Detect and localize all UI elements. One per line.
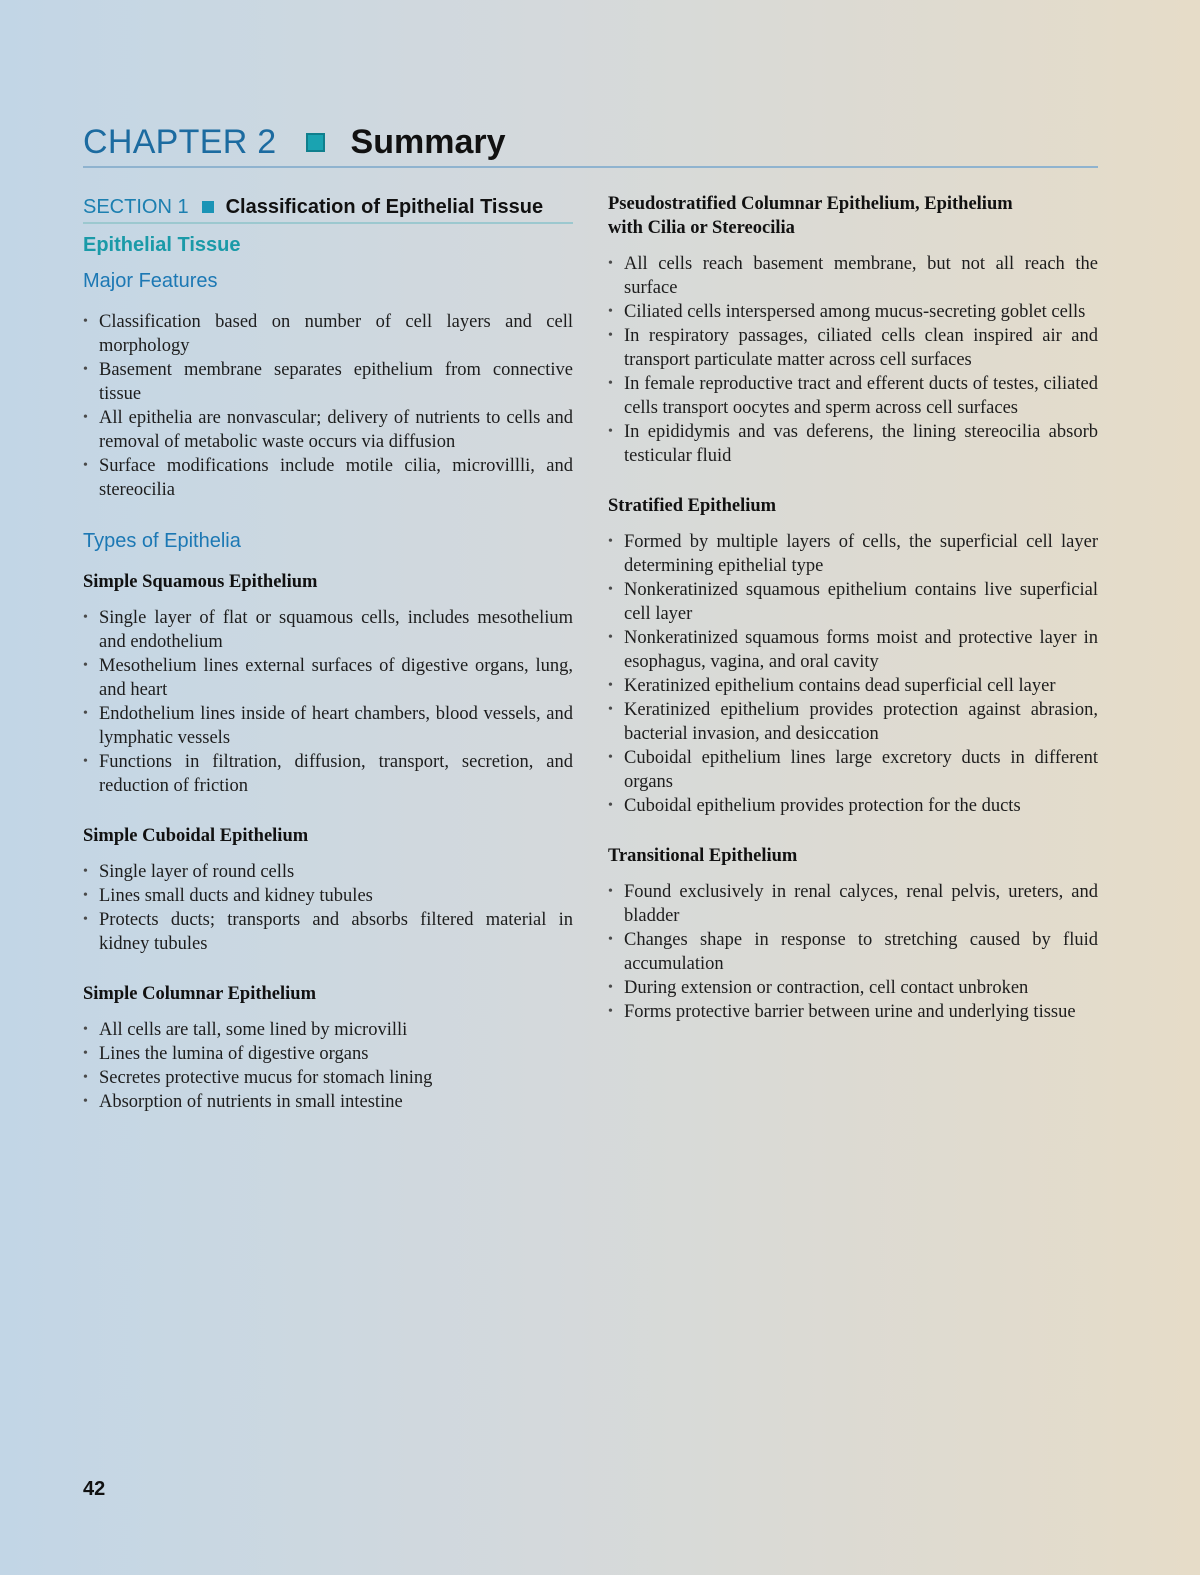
list-item: • Basement membrane separates epithelium from connective tissue (83, 358, 573, 406)
list-item: • Cuboidal epithelium provides protection for the ducts (608, 794, 1098, 818)
page-number: 42 (83, 1478, 106, 1500)
list-item: • Lines the lumina of digestive organs (83, 1042, 573, 1066)
left-column (83, 192, 573, 1114)
pseudostratified-heading-line2: with Cilia or Stereocilia (608, 218, 795, 238)
simple-squamous-heading: Simple Squamous Epithelium (83, 572, 318, 592)
pseudostratified-heading-line1: Pseudostratified Columnar Epithelium, Epithelium (608, 194, 1013, 214)
simple-columnar-list (83, 1018, 573, 1114)
list-item: • Forms protective barrier between urine and underlying tissue (608, 1000, 1098, 1024)
list-item: • All cells reach basement membrane, but not all reach the surface (608, 252, 1098, 300)
list-item: • Changes shape in response to stretching caused by fluid accumulation (608, 928, 1098, 976)
section-square-icon (202, 201, 214, 213)
list-item: • Absorption of nutrients in small intestine (83, 1090, 573, 1114)
transitional-heading: Transitional Epithelium (608, 846, 798, 866)
major-features-title: Major Features (83, 270, 218, 292)
types-of-epithelia-title: Types of Epithelia (83, 530, 241, 552)
list-item: • Lines small ducts and kidney tubules (83, 884, 573, 908)
chapter-header (83, 118, 1098, 168)
list-item: • Keratinized epithelium provides protection against abrasion, bacterial invasion, and desiccation (608, 698, 1098, 746)
transitional-list (608, 880, 1098, 1024)
list-item: • Cuboidal epithelium lines large excretory ducts in different organs (608, 746, 1098, 794)
list-item: • Ciliated cells interspersed among mucus-secreting goblet cells (608, 300, 1098, 324)
topic-title: Epithelial Tissue (83, 234, 241, 256)
list-item: • All epithelia are nonvascular; delivery of nutrients to cells and removal of metabolic waste occurs via diffusion (83, 406, 573, 454)
chapter-title: Summary (350, 123, 506, 161)
right-column (608, 192, 1098, 1024)
simple-squamous-list (83, 606, 573, 798)
list-item: • Nonkeratinized squamous forms moist and protective layer in esophagus, vagina, and oral cavity (608, 626, 1098, 674)
simple-columnar-heading: Simple Columnar Epithelium (83, 984, 317, 1004)
list-item: • Single layer of flat or squamous cells, includes mesothelium and endothelium (83, 606, 573, 654)
section-header (83, 192, 573, 224)
list-item: • During extension or contraction, cell contact unbroken (608, 976, 1098, 1000)
list-item: • Functions in filtration, diffusion, transport, secretion, and reduction of friction (83, 750, 573, 798)
chapter-label: CHAPTER 2 (83, 123, 277, 161)
list-item: • In female reproductive tract and efferent ducts of testes, ciliated cells transport oocytes and sperm across cell surfaces (608, 372, 1098, 420)
simple-cuboidal-list (83, 860, 573, 956)
pseudostratified-list (608, 252, 1098, 468)
list-item: • Single layer of round cells (83, 860, 573, 884)
list-item: • Classification based on number of cell layers and cell morphology (83, 310, 573, 358)
chapter-square-icon (306, 133, 325, 152)
list-item: • Formed by multiple layers of cells, the superficial cell layer determining epithelial type (608, 530, 1098, 578)
list-item: • Keratinized epithelium contains dead superficial cell layer (608, 674, 1098, 698)
list-item: • In epididymis and vas deferens, the lining stereocilia absorb testicular fluid (608, 420, 1098, 468)
list-item: • Mesothelium lines external surfaces of digestive organs, lung, and heart (83, 654, 573, 702)
list-item: • Nonkeratinized squamous epithelium contains live superficial cell layer (608, 578, 1098, 626)
major-features-list (83, 310, 573, 502)
pseudostratified-heading (608, 192, 1098, 240)
section-title: Classification of Epithelial Tissue (225, 195, 544, 218)
section-label: SECTION 1 (83, 195, 189, 218)
list-item: • Found exclusively in renal calyces, renal pelvis, ureters, and bladder (608, 880, 1098, 928)
list-item: • Surface modifications include motile cilia, microvillli, and stereocilia (83, 454, 573, 502)
list-item: • In respiratory passages, ciliated cells clean inspired air and transport particulate matter across cell surfaces (608, 324, 1098, 372)
list-item: • Protects ducts; transports and absorbs filtered material in kidney tubules (83, 908, 573, 956)
simple-cuboidal-heading: Simple Cuboidal Epithelium (83, 826, 309, 846)
list-item: • All cells are tall, some lined by microvilli (83, 1018, 573, 1042)
list-item: • Endothelium lines inside of heart chambers, blood vessels, and lymphatic vessels (83, 702, 573, 750)
stratified-heading: Stratified Epithelium (608, 496, 777, 516)
stratified-list (608, 530, 1098, 818)
list-item: • Secretes protective mucus for stomach lining (83, 1066, 573, 1090)
